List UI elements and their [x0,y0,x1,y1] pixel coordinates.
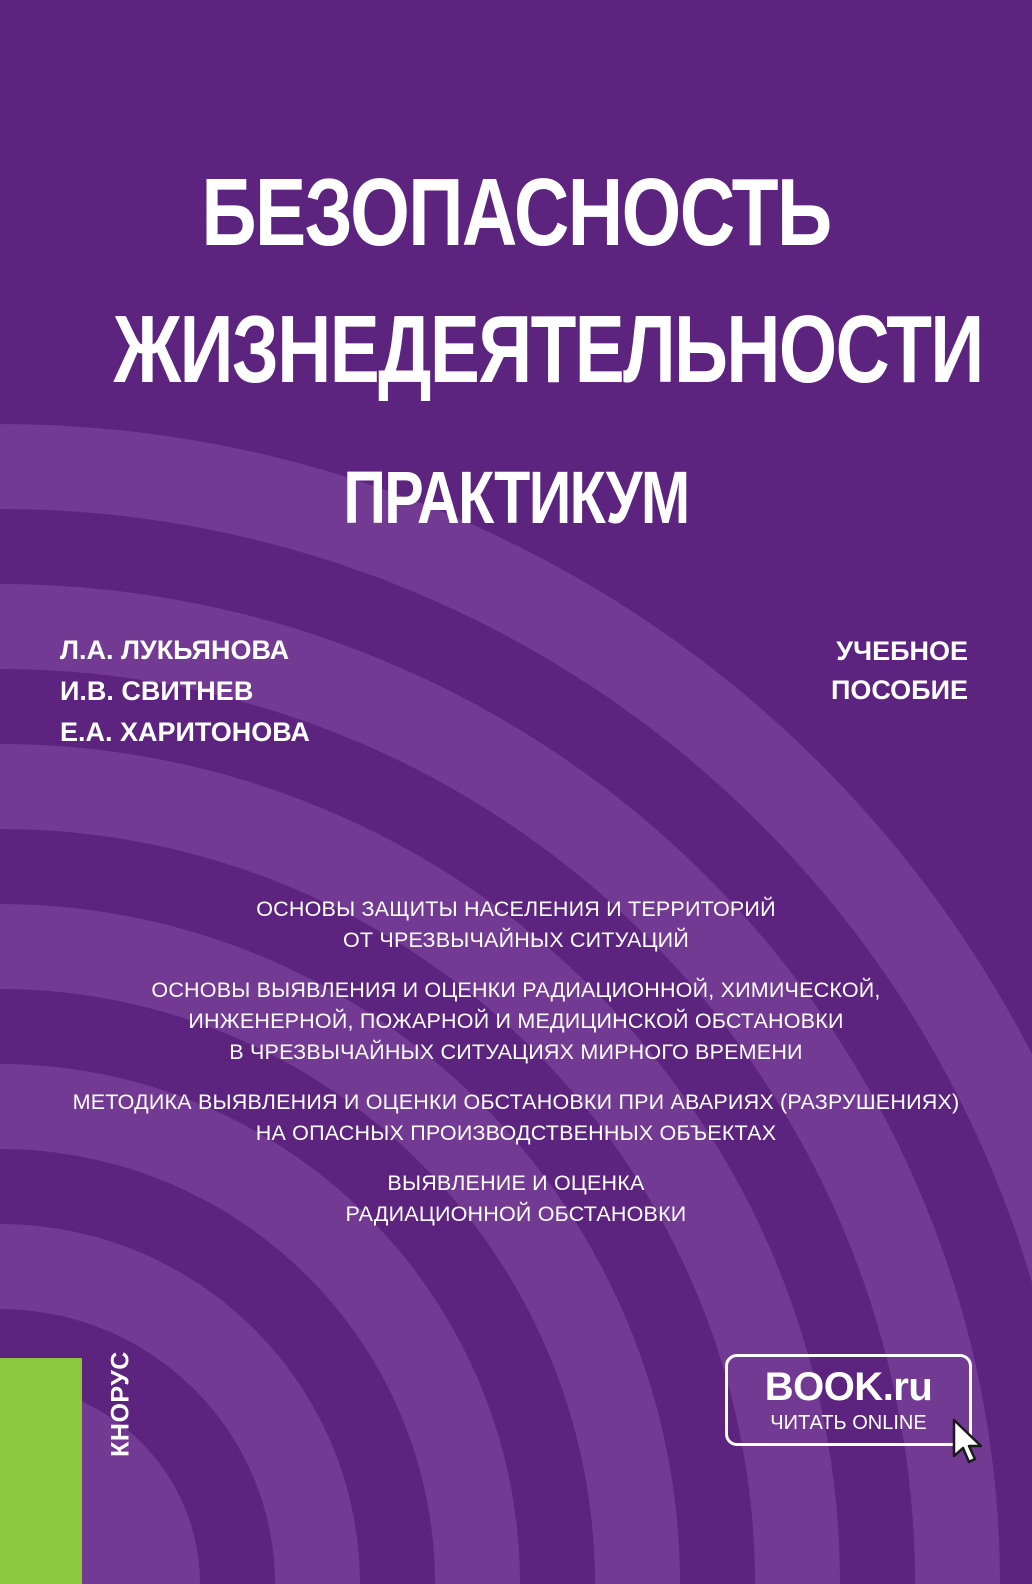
topics-list [0,894,1032,1249]
mouse-pointer-icon [952,1418,986,1466]
topic-line: ОТ ЧРЕЗВЫЧАЙНЫХ СИТУАЦИЙ [342,928,689,952]
publication-type [831,632,968,710]
topic-item [0,975,1032,1068]
topic-line: РАДИАЦИОННОЙ ОБСТАНОВКИ [345,1202,687,1226]
author-name: И.В. СВИТНЕВ [60,676,254,706]
topic-item [0,894,1032,956]
topic-line: ОСНОВЫ ЗАЩИТЫ НАСЕЛЕНИЯ И ТЕРРИТОРИЙ [256,897,776,921]
publication-type-line: УЧЕБНОЕ [836,636,968,666]
topic-line: МЕТОДИКА ВЫЯВЛЕНИЯ И ОЦЕНКИ ОБСТАНОВКИ ПРИ АВАРИЯХ (РАЗРУШЕНИЯХ) [72,1090,960,1114]
book-ru-logo: BOOK.ru [764,1365,933,1409]
read-online-label: ЧИТАТЬ ONLINE [770,1412,927,1434]
author-name: Е.А. ХАРИТОНОВА [60,717,310,747]
topic-line: ОСНОВЫ ВЫЯВЛЕНИЯ И ОЦЕНКИ РАДИАЦИОННОЙ, ХИМИЧЕСКОЙ, [151,978,881,1002]
title-line-2: ЖИЗНЕДЕЯТЕЛЬНОСТИ [113,296,983,403]
topic-line: НА ОПАСНЫХ ПРОИЗВОДСТВЕННЫХ ОБЪЕКТАХ [255,1121,777,1145]
read-online-badge[interactable] [725,1354,972,1446]
subtitle: ПРАКТИКУМ [343,456,689,539]
title-line-1: БЕЗОПАСНОСТЬ [201,159,831,266]
publisher-name: КНОРУС [106,1351,135,1457]
topic-line: ИНЖЕНЕРНОЙ, ПОЖАРНОЙ И МЕДИЦИНСКОЙ ОБСТАНОВКИ [188,1009,844,1033]
topic-line: В ЧРЕЗВЫЧАЙНЫХ СИТУАЦИЯХ МИРНОГО ВРЕМЕНИ [229,1040,803,1064]
topic-item [0,1168,1032,1230]
publisher-color-block [0,1358,82,1584]
author-name: Л.А. ЛУКЬЯНОВА [60,635,290,665]
authors-list [60,630,310,753]
publication-type-line: ПОСОБИЕ [830,675,968,705]
topic-item [0,1087,1032,1149]
topic-line: ВЫЯВЛЕНИЕ И ОЦЕНКА [387,1171,645,1195]
